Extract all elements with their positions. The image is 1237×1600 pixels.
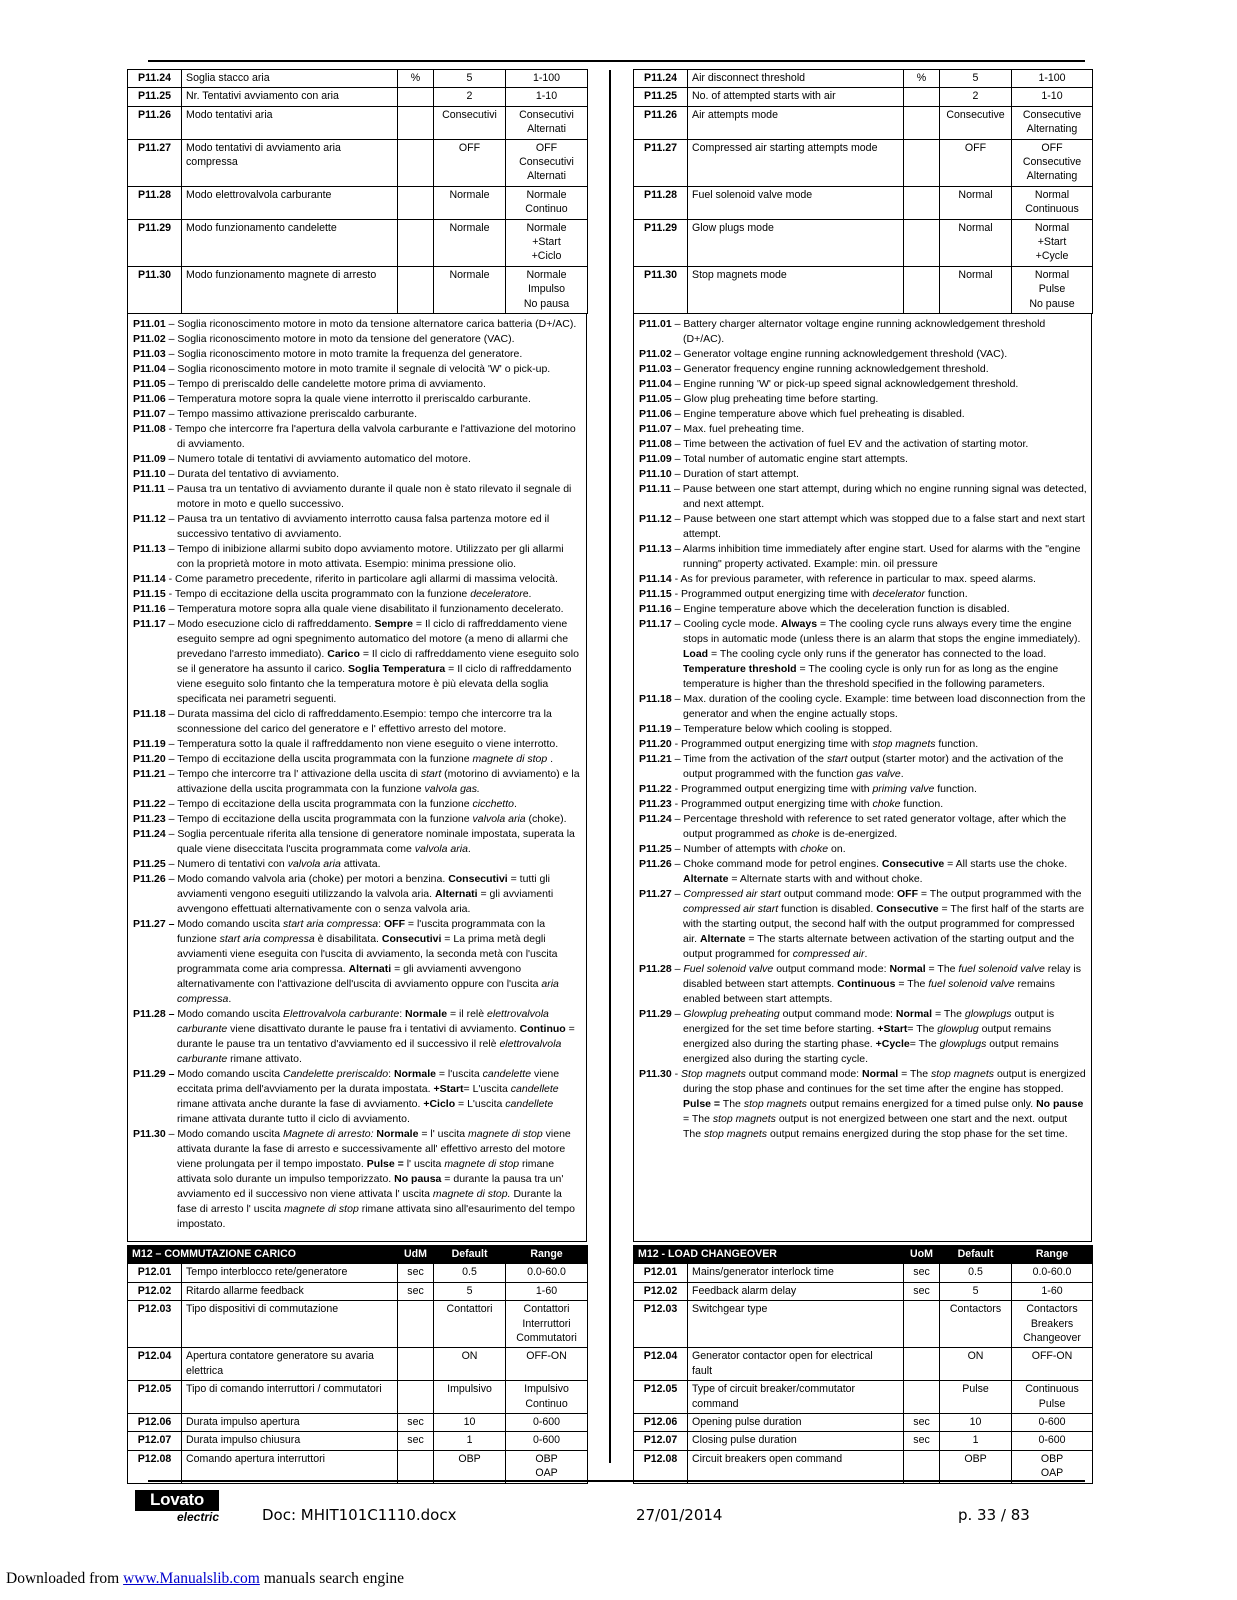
parameter-description: Compressed air starting attempts mode — [688, 139, 904, 186]
parameter-note: P11.28 – Modo comando uscita Elettrovalvola carburante: Normale = il relè elettrovalvola carburante viene disattivato durante le pause fra i tentativi di avviamento. Continuo = durante le pause tra un tentativo d'avviamento ed il successivo il relè elettrovalvola carburante rimane attivato. — [133, 1008, 575, 1066]
parameter-default: Consecutive — [940, 106, 1012, 139]
parameter-description: No. of attempted starts with air — [688, 88, 904, 106]
parameter-default: 5 — [434, 70, 506, 88]
parameter-range: 1-100 — [1012, 70, 1093, 88]
parameter-note: P11.20 - Programmed output energizing time with stop magnets function. — [639, 738, 979, 751]
parameter-code: P12.03 — [634, 1301, 688, 1348]
parameter-default: Consecutivi — [434, 106, 506, 139]
parameter-note: P11.29 – Modo comando uscita Candelette preriscaldo: Normale = l'uscita candelette viene eccitata prima dell'avviamento per la durata impostata. +Start= L'uscita candellete rimane attivata anche durante la fase di avviamento. +Ciclo = L'uscita candellete rimane attivata durante tutto il ciclo di avviamento. — [133, 1068, 560, 1126]
parameter-uom: sec — [398, 1264, 434, 1282]
parameter-note: P11.16 – Temperatura motore sopra alla quale viene disabilitato il funzionamento decelerato. — [133, 603, 564, 616]
download-suffix: manuals search engine — [259, 1570, 405, 1587]
parameter-uom: sec — [398, 1414, 434, 1432]
table-row — [634, 1432, 1093, 1450]
parameter-description: Type of circuit breaker/commutator command — [688, 1381, 904, 1414]
parameter-note: P11.14 - As for previous parameter, with reference in particular to max. speed alarms. — [639, 573, 1036, 586]
table-header-row — [128, 1246, 588, 1264]
parameter-range: OFF-ON — [506, 1348, 588, 1381]
parameter-range: 0-600 — [1012, 1432, 1093, 1450]
parameter-default: Normale — [434, 266, 506, 313]
parameter-default: 5 — [940, 70, 1012, 88]
table-row — [128, 106, 588, 139]
column-header-default: Default — [940, 1246, 1012, 1264]
parameter-description: Circuit breakers open command — [688, 1450, 904, 1483]
parameter-note: P11.10 – Durata del tentativo di avviamento. — [133, 468, 340, 481]
table-row — [128, 1381, 588, 1414]
parameter-default: Normale — [434, 186, 506, 219]
parameter-note: P11.17 – Cooling cycle mode. Always = The cooling cycle runs always every time the engine stops in automatic mode (unless there is an alarm that stops the engine immediately). Load = The cooling cycle only runs if the generator has connected to the load. Temperature threshold = The cooling cycle is only run for as long as the engine temperature is higher than the threshold specified in the following parameters. — [639, 618, 1081, 691]
table-row — [128, 1450, 588, 1483]
table-header-row — [634, 1246, 1093, 1264]
parameter-note: P11.06 – Temperatura motore sopra la quale viene interrotto il preriscaldo carburante. — [133, 393, 531, 406]
doc-filename: Doc: MHIT101C1110.docx — [262, 1506, 457, 1524]
parameter-code: P12.05 — [128, 1381, 182, 1414]
table-row — [634, 139, 1093, 186]
parameter-note: P11.29 – Glowplug preheating output command mode: Normal = The glowplugs output is energized for the set time before starting. +Start= The glowplug output remains energized also during the starting phase. +Cycle= The glowplugs output remains energized also during the starting cycle. — [639, 1008, 1059, 1066]
parameter-description: Closing pulse duration — [688, 1432, 904, 1450]
parameter-note: P11.27 – Modo comando uscita start aria compressa: OFF = l'uscita programmata con la funzione start aria compressa è disabilitata. Consecutivi = La prima metà degli avviamenti viene eseguita con l'uscita di avviamento, la seconda metà con l'uscita programmata come aria compressa. Alternati = gli avviamenti avvengono alternativamente con l'attivazione dell'uscita di avviamento oppure con l'uscita aria compressa. — [133, 918, 559, 1006]
parameter-description: Modo funzionamento candelette — [182, 219, 398, 266]
parameter-range: 1-10 — [1012, 88, 1093, 106]
parameter-code: P12.03 — [128, 1301, 182, 1348]
menu-title: M12 – COMMUTAZIONE CARICO — [128, 1246, 398, 1264]
parameter-range: Normale Impulso No pausa — [506, 266, 588, 313]
parameter-default: 1 — [434, 1432, 506, 1450]
parameter-uom — [398, 1450, 434, 1483]
parameter-range: Contactors Breakers Changeover — [1012, 1301, 1093, 1348]
parameter-code: P12.07 — [128, 1432, 182, 1450]
parameter-note: P11.25 – Numero di tentativi con valvola aria attivata. — [133, 858, 381, 871]
parameter-note: P11.15 - Tempo di eccitazione della uscita programmato con la funzione deceleratore. — [133, 588, 532, 601]
parameter-description: Soglia stacco aria — [182, 70, 398, 88]
parameter-uom: sec — [904, 1432, 940, 1450]
parameter-code: P12.05 — [634, 1381, 688, 1414]
parameter-code: P12.01 — [634, 1264, 688, 1282]
parameter-note: P11.18 – Durata massima del ciclo di raffreddamento.Esempio: tempo che intercorre tra la sconnessione del carico del generatore e l' effettivo arresto del motore. — [133, 708, 552, 736]
parameter-range: 0-600 — [506, 1432, 588, 1450]
parameter-note: P11.30 – Modo comando uscita Magnete di arresto: Normale = l' uscita magnete di stop viene attivata durante la fase di arresto e successivamente all' effettivo arresto del motore viene prolungata per il tempo impostato. Pulse = l' uscita magnete di stop rimane attivata solo durante un impulso temporizzato. No pausa = durante la pausa tra un' avviamento ed il successivo non viene attivata l' uscita magnete di stop. Durante la fase di arresto l' uscita magnete di stop rimane attivata sino all'esaurimento del tempo impostato. — [133, 1128, 575, 1231]
parameter-note: P11.09 – Numero totale di tentativi di avviamento automatico del motore. — [133, 453, 471, 466]
table-row — [634, 1348, 1093, 1381]
parameter-range: Contattori Interruttori Commutatori — [506, 1301, 588, 1348]
parameter-description: Durata impulso apertura — [182, 1414, 398, 1432]
parameter-range: Normal +Start +Cycle — [1012, 219, 1093, 266]
parameter-default: Normal — [940, 266, 1012, 313]
parameter-note: P11.04 – Engine running 'W' or pick-up speed signal acknowledgement threshold. — [639, 378, 1019, 391]
italian-m12-section — [127, 1245, 587, 1484]
manualslib-link[interactable]: www.Manualslib.com — [123, 1570, 260, 1587]
parameter-code: P11.24 — [634, 70, 688, 88]
table-row — [128, 1282, 588, 1300]
parameter-uom — [904, 88, 940, 106]
parameter-uom — [904, 266, 940, 313]
parameter-note: P11.09 – Total number of automatic engine start attempts. — [639, 453, 908, 466]
table-row — [128, 219, 588, 266]
parameter-note: P11.02 – Soglia riconoscimento motore in moto da tensione del generatore (VAC). — [133, 333, 515, 346]
parameter-note: P11.15 - Programmed output energizing time with decelerator function. — [639, 588, 968, 601]
parameter-default: 10 — [940, 1414, 1012, 1432]
parameter-default: 0.5 — [940, 1264, 1012, 1282]
parameter-range: 0-600 — [1012, 1414, 1093, 1432]
english-parameter-notes — [633, 314, 1092, 1242]
parameter-code: P11.29 — [634, 219, 688, 266]
parameter-default: 0.5 — [434, 1264, 506, 1282]
parameter-code: P11.24 — [128, 70, 182, 88]
parameter-uom — [904, 1301, 940, 1348]
table-row — [634, 186, 1093, 219]
parameter-note: P11.20 – Tempo di eccitazione della uscita programmata con la funzione magnete di stop . — [133, 753, 554, 766]
parameter-default: Contactors — [940, 1301, 1012, 1348]
parameter-description: Ritardo allarme feedback — [182, 1282, 398, 1300]
parameter-default: Pulse — [940, 1381, 1012, 1414]
parameter-uom — [904, 1381, 940, 1414]
column-header-range: Range — [506, 1246, 588, 1264]
lovato-logo — [135, 1490, 219, 1524]
parameter-range: 1-60 — [506, 1282, 588, 1300]
parameter-default: Normale — [434, 219, 506, 266]
parameter-note: P11.28 – Fuel solenoid valve output command mode: Normal = The fuel solenoid valve relay is disabled between start attempts. Continuous = The fuel solenoid valve remains enabled between start attempts. — [639, 963, 1081, 1006]
parameter-code: P11.26 — [634, 106, 688, 139]
parameter-range: Normal Continuous — [1012, 186, 1093, 219]
parameter-uom — [904, 1450, 940, 1483]
english-m12-table — [633, 1245, 1093, 1484]
parameter-note: P11.22 - Programmed output energizing time with priming valve function. — [639, 783, 977, 796]
parameter-range: 1-10 — [506, 88, 588, 106]
parameter-default: Normal — [940, 219, 1012, 266]
parameter-uom: sec — [398, 1432, 434, 1450]
table-row — [634, 70, 1093, 88]
table-row — [634, 1414, 1093, 1432]
parameter-note: P11.19 – Temperature below which cooling is stopped. — [639, 723, 893, 736]
parameter-note: P11.06 – Engine temperature above which fuel preheating is disabled. — [639, 408, 965, 421]
parameter-code: P12.02 — [634, 1282, 688, 1300]
parameter-note: P11.03 – Generator frequency engine running acknowledgement threshold. — [639, 363, 989, 376]
parameter-note: P11.25 – Number of attempts with choke on. — [639, 843, 846, 856]
parameter-note: P11.07 – Max. fuel preheating time. — [639, 423, 805, 436]
parameter-note: P11.01 – Soglia riconoscimento motore in moto da tensione alternatore carica batteria (D+/AC). — [133, 318, 577, 331]
parameter-default: Contattori — [434, 1301, 506, 1348]
parameter-description: Modo tentativi aria — [182, 106, 398, 139]
parameter-range: 0.0-60.0 — [1012, 1264, 1093, 1282]
logo-brand: Lovato — [135, 1490, 219, 1510]
table-row — [634, 1381, 1093, 1414]
parameter-default: OBP — [940, 1450, 1012, 1483]
parameter-note: P11.23 – Tempo di eccitazione della uscita programmata con la funzione valvola aria (choke). — [133, 813, 567, 826]
table-row — [128, 88, 588, 106]
parameter-description: Modo funzionamento magnete di arresto — [182, 266, 398, 313]
italian-column — [127, 69, 587, 1242]
table-row — [128, 70, 588, 88]
parameter-note: P11.24 – Percentage threshold with reference to set rated generator voltage, after which the output programmed as choke is de-energized. — [639, 813, 1067, 841]
parameter-note: P11.05 – Glow plug preheating time before starting. — [639, 393, 879, 406]
parameter-uom — [398, 1381, 434, 1414]
table-row — [634, 266, 1093, 313]
parameter-range: Consecutivi Alternati — [506, 106, 588, 139]
parameter-description: Modo elettrovalvola carburante — [182, 186, 398, 219]
parameter-description: Opening pulse duration — [688, 1414, 904, 1432]
parameter-default: ON — [434, 1348, 506, 1381]
parameter-note: P11.24 – Soglia percentuale riferita alla tensione di generatore nominale impostata, superata la quale viene disecc​itata l'uscita programmata come valvola aria. — [133, 828, 575, 856]
parameter-uom — [904, 1348, 940, 1381]
parameter-description: Fuel solenoid valve mode — [688, 186, 904, 219]
parameter-description: Durata impulso chiusura — [182, 1432, 398, 1450]
parameter-note: P11.27 – Compressed air start output command mode: OFF = The output programmed with the compressed air start function is disabled. Consecutive = The first half of the starts are with the starting output, the second half with the output programmed for compressed air. Alternate = The starts alternate between activation of the starting output and the output programmed for compressed air. — [639, 888, 1085, 961]
parameter-uom — [904, 186, 940, 219]
parameter-default: 1 — [940, 1432, 1012, 1450]
parameter-code: P11.25 — [128, 88, 182, 106]
parameter-note: P11.10 – Duration of start attempt. — [639, 468, 799, 481]
parameter-range: OBP OAP — [1012, 1450, 1093, 1483]
parameter-description: Apertura contatore generatore su avaria elettrica — [182, 1348, 398, 1381]
parameter-code: P12.06 — [128, 1414, 182, 1432]
parameter-note: P11.14 - Come parametro precedente, riferito in particolare agli allarmi di massima velocità. — [133, 573, 558, 586]
column-header-default: Default — [434, 1246, 506, 1264]
parameter-code: P12.01 — [128, 1264, 182, 1282]
parameter-range: OFF Consecutivi Alternati — [506, 139, 588, 186]
parameter-uom: % — [398, 70, 434, 88]
parameter-note: P11.02 – Generator voltage engine running acknowledgement threshold (VAC). — [639, 348, 1008, 361]
parameter-note: P11.07 – Tempo massimo attivazione preriscaldo carburante. — [133, 408, 418, 421]
parameter-range: 0-600 — [506, 1414, 588, 1432]
column-header-range: Range — [1012, 1246, 1093, 1264]
menu-title: M12 - LOAD CHANGEOVER — [634, 1246, 904, 1264]
parameter-description: Modo tentativi di avviamento aria compressa — [182, 139, 398, 186]
parameter-uom — [904, 219, 940, 266]
parameter-default: Impulsivo — [434, 1381, 506, 1414]
table-row — [128, 1301, 588, 1348]
parameter-description: Switchgear type — [688, 1301, 904, 1348]
parameter-range: 0.0-60.0 — [506, 1264, 588, 1282]
parameter-code: P11.29 — [128, 219, 182, 266]
parameter-range: OFF-ON — [1012, 1348, 1093, 1381]
parameter-code: P12.04 — [634, 1348, 688, 1381]
parameter-note: P11.26 – Choke command mode for petrol engines. Consecutive = All starts use the choke. Alternate = Alternate starts with and without choke. — [639, 858, 1068, 886]
parameter-uom: sec — [398, 1282, 434, 1300]
parameter-default: OBP — [434, 1450, 506, 1483]
logo-sub: electric — [176, 1510, 219, 1524]
parameter-uom — [904, 106, 940, 139]
parameter-uom — [398, 88, 434, 106]
parameter-code: P12.04 — [128, 1348, 182, 1381]
parameter-code: P11.27 — [634, 139, 688, 186]
table-row — [634, 219, 1093, 266]
parameter-range: OBP OAP — [506, 1450, 588, 1483]
parameter-code: P11.28 — [128, 186, 182, 219]
parameter-note: P11.21 – Tempo che intercorre tra l' attivazione della uscita di start (motorino di avviamento) e la attivazione della uscita programmata con la funzione valvola gas. — [133, 768, 580, 796]
parameter-note: P11.23 - Programmed output energizing time with choke function. — [639, 798, 944, 811]
table-row — [128, 1264, 588, 1282]
italian-m12-table — [127, 1245, 588, 1484]
parameter-note: P11.21 – Time from the activation of the start output (starter motor) and the activation of the output programmed with the function gas valve. — [639, 753, 1064, 781]
parameter-note: P11.01 – Battery charger alternator voltage engine running acknowledgement threshold (D+/AC). — [639, 318, 1046, 346]
parameter-description: Mains/generator interlock time — [688, 1264, 904, 1282]
column-header-uom: UdM — [398, 1246, 434, 1264]
parameter-default: ON — [940, 1348, 1012, 1381]
parameter-range: Continuous Pulse — [1012, 1381, 1093, 1414]
page-number: p. 33 / 83 — [958, 1506, 1030, 1524]
parameter-note: P11.03 – Soglia riconoscimento motore in moto tramite la frequenza del generatore. — [133, 348, 523, 361]
parameter-uom: sec — [904, 1282, 940, 1300]
parameter-default: OFF — [434, 139, 506, 186]
table-row — [634, 88, 1093, 106]
parameter-description: Tempo interblocco rete/generatore — [182, 1264, 398, 1282]
parameter-uom: sec — [904, 1414, 940, 1432]
parameter-code: P12.06 — [634, 1414, 688, 1432]
parameter-uom — [398, 219, 434, 266]
parameter-code: P11.30 — [128, 266, 182, 313]
parameter-note: P11.17 – Modo esecuzione ciclo di raffreddamento. Sempre = Il ciclo di raffreddamento viene eseguito sempre ad ogni spegnimento automatico del motore (a meno di allarmi che prevedano l'arresto immediato). Carico = Il ciclo di raffreddamento viene eseguito solo se il generatore ha assunto il carico. Soglia Temperatura = Il ciclo di raffreddamento viene eseguito solo fintanto che la temperatura motore è più elevata della soglia specificata nei parametri seguenti. — [133, 618, 579, 706]
parameter-code: P11.27 — [128, 139, 182, 186]
table-row — [634, 1450, 1093, 1483]
parameter-uom — [398, 1301, 434, 1348]
parameter-code: P11.26 — [128, 106, 182, 139]
parameter-description: Nr. Tentativi avviamento con aria — [182, 88, 398, 106]
parameter-note: P11.12 – Pausa tra un tentativo di avviamento interrotto causa falsa partenza motore ed il successivo tentativo di avviamento. — [133, 513, 550, 541]
parameter-description: Generator contactor open for electrical fault — [688, 1348, 904, 1381]
parameter-range: OFF Consecutive Alternating — [1012, 139, 1093, 186]
table-row — [634, 106, 1093, 139]
parameter-note: P11.08 - Tempo che intercorre fra l'apertura della valvola carburante e l'attivazione del motorino di avviamento. — [133, 423, 576, 451]
parameter-description: Comando apertura interruttori — [182, 1450, 398, 1483]
parameter-range: 1-60 — [1012, 1282, 1093, 1300]
table-row — [128, 1414, 588, 1432]
italian-parameter-table — [127, 69, 588, 314]
parameter-note: P11.30 - Stop magnets output command mode: Normal = The stop magnets output is energized during the stop phase and continues for the set time after the engine has stopped. Pulse = The stop magnets output remains energized for a timed pulse only. No pause = The stop magnets output is not energized between one start and the next. output The stop magnets output remains energized during the stop phase for the set time. — [639, 1068, 1086, 1141]
parameter-uom — [398, 106, 434, 139]
parameter-range: Normale Continuo — [506, 186, 588, 219]
parameter-note: P11.22 – Tempo di eccitazione della uscita programmata con la funzione cicchetto. — [133, 798, 517, 811]
parameter-uom — [398, 266, 434, 313]
parameter-uom — [398, 186, 434, 219]
parameter-note: P11.05 – Tempo di preriscaldo delle candelette motore prima di avviamento. — [133, 378, 486, 391]
english-parameter-table — [633, 69, 1093, 314]
parameter-range: Normale +Start +Ciclo — [506, 219, 588, 266]
parameter-note: P11.13 – Tempo di inibizione allarmi subito dopo avviamento motore. Utilizzato per gli allarmi con la proprietà motore in moto attivata. Esempio: minima pressione olio. — [133, 543, 564, 571]
parameter-description: Air disconnect threshold — [688, 70, 904, 88]
parameter-default: OFF — [940, 139, 1012, 186]
parameter-default: Normal — [940, 186, 1012, 219]
column-divider — [609, 70, 611, 1463]
doc-date: 27/01/2014 — [636, 1506, 723, 1524]
parameter-note: P11.26 – Modo comando valvola aria (choke) per motori a benzina. Consecutivi = tutti gli avviamenti vengono eseguiti utilizzando la valvola aria. Alternati = gli avviamenti avvengono effettuati alternativamente con o senza valvola aria. — [133, 873, 554, 916]
table-row — [128, 266, 588, 313]
parameter-uom — [398, 1348, 434, 1381]
parameter-code: P11.25 — [634, 88, 688, 106]
italian-parameter-notes — [127, 314, 587, 1242]
table-row — [634, 1264, 1093, 1282]
parameter-code: P11.28 — [634, 186, 688, 219]
parameter-note: P11.11 – Pausa tra un tentativo di avviamento durante il quale non è stato rilevato il segnale di motore in moto e quello successivo. — [133, 483, 572, 511]
download-prefix: Downloaded from — [6, 1570, 124, 1587]
parameter-note: P11.16 – Engine temperature above which the deceleration function is disabled. — [639, 603, 1010, 616]
parameter-range: Impulsivo Continuo — [506, 1381, 588, 1414]
table-row — [634, 1282, 1093, 1300]
parameter-uom — [398, 139, 434, 186]
parameter-code: P12.07 — [634, 1432, 688, 1450]
parameter-code: P12.08 — [634, 1450, 688, 1483]
parameter-description: Glow plugs mode — [688, 219, 904, 266]
parameter-note: P11.13 – Alarms inhibition time immediately after engine start. Used for alarms with the "engine running" property activated. Example: min. oil pressure — [639, 543, 1081, 571]
table-row — [128, 139, 588, 186]
parameter-default: 2 — [434, 88, 506, 106]
parameter-note: P11.19 – Temperatura sotto la quale il raffreddamento non viene eseguito o viene interrotto. — [133, 738, 559, 751]
parameter-note: P11.18 – Max. duration of the cooling cycle. Example: time between load disconnection from the generator and when the engine actually stops. — [639, 693, 1086, 721]
parameter-default: 10 — [434, 1414, 506, 1432]
parameter-note: P11.12 – Pause between one start attempt which was stopped due to a false start and next start attempt. — [639, 513, 1085, 541]
parameter-description: Stop magnets mode — [688, 266, 904, 313]
parameter-code: P12.02 — [128, 1282, 182, 1300]
parameter-description: Tipo di comando interruttori / commutatori — [182, 1381, 398, 1414]
parameter-description: Tipo dispositivi di commutazione — [182, 1301, 398, 1348]
english-column — [633, 69, 1092, 1242]
column-header-uom: UoM — [904, 1246, 940, 1264]
parameter-range: Consecutive Alternating — [1012, 106, 1093, 139]
parameter-default: 5 — [940, 1282, 1012, 1300]
table-row — [128, 186, 588, 219]
parameter-note: P11.04 – Soglia riconoscimento motore in moto tramite il segnale di velocità 'W' o pick-up. — [133, 363, 551, 376]
parameter-default: 5 — [434, 1282, 506, 1300]
parameter-uom — [904, 139, 940, 186]
top-rule — [148, 60, 1085, 62]
parameter-note: P11.08 – Time between the activation of fuel EV and the activation of starting motor. — [639, 438, 1029, 451]
parameter-uom: % — [904, 70, 940, 88]
parameter-range: Normal Pulse No pause — [1012, 266, 1093, 313]
table-row — [128, 1348, 588, 1381]
parameter-description: Air attempts mode — [688, 106, 904, 139]
download-banner — [6, 1570, 404, 1588]
parameter-default: 2 — [940, 88, 1012, 106]
english-m12-section — [633, 1245, 1092, 1484]
parameter-code: P12.08 — [128, 1450, 182, 1483]
parameter-range: 1-100 — [506, 70, 588, 88]
parameter-uom: sec — [904, 1264, 940, 1282]
parameter-code: P11.30 — [634, 266, 688, 313]
table-row — [128, 1432, 588, 1450]
parameter-note: P11.11 – Pause between one start attempt, during which no engine running signal was detected, and next attempt. — [639, 483, 1087, 511]
parameter-description: Feedback alarm delay — [688, 1282, 904, 1300]
table-row — [634, 1301, 1093, 1348]
